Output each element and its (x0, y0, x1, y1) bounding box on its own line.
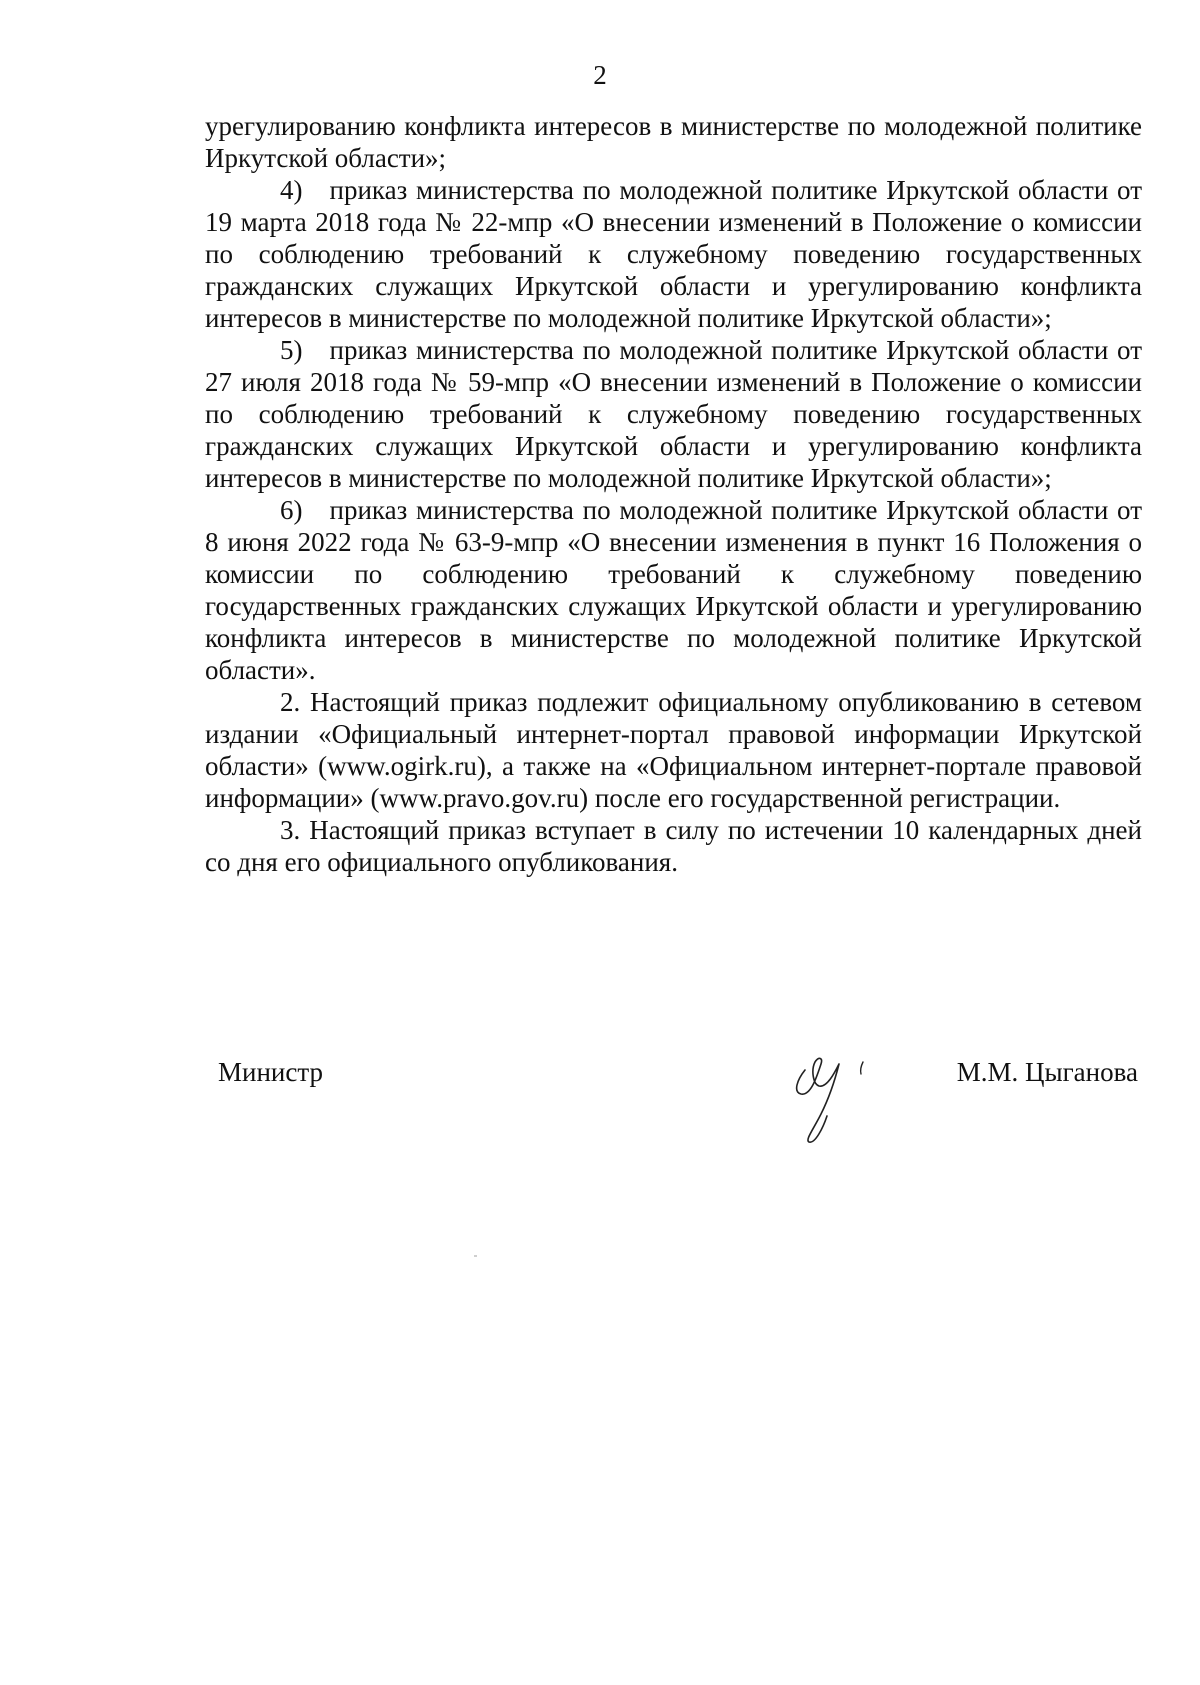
handwritten-signature-icon (783, 1040, 893, 1150)
list-item-5: 5) приказ министерства по молодежной политике Иркутской области от 27 июля 2018 года № 59-мпр «О внесении изменений в Положение о комиссии по соблюдению требований к служебному поведению государственных гражданских служащих Иркутской области и урегулированию конфликта интересов в министерстве по молодежной политике Иркутской области»; (205, 335, 1142, 493)
list-item-4: 4) приказ министерства по молодежной политике Иркутской области от 19 марта 2018 года № 22-мпр «О внесении изменений в Положение о комиссии по соблюдению требований к служебному поведению государственных гражданских служащих Иркутской области и урегулированию конфликта интересов в министерстве по молодежной политике Иркутской области»; (205, 175, 1142, 333)
clause-2: 2. Настоящий приказ подлежит официальному опубликованию в сетевом издании «Официальный интернет-портал правовой информации Иркутской области» (www.ogirk.ru), а также на «Официальном интернет-портале правовой информации» (www.pravo.gov.ru) после его государственной регистрации. (205, 687, 1142, 813)
page-number: 2 (593, 60, 607, 90)
list-item-6: 6) приказ министерства по молодежной политике Иркутской области от 8 июня 2022 года № 63-9-мпр «О внесении изменения в пункт 16 Положения о комиссии по соблюдению требований к служебному поведению государственных гражданских служащих Иркутской области и урегулированию конфликта интересов в министерстве по молодежной политике Иркутской области». (205, 495, 1142, 685)
document-body (205, 110, 1142, 878)
signature-block (218, 1040, 1138, 1150)
signatory-name: М.М. Цыганова (956, 1057, 1138, 1087)
scan-speck (474, 1255, 477, 1257)
clause-3: 3. Настоящий приказ вступает в силу по истечении 10 календарных дней со дня его официального опубликования. (205, 815, 1142, 877)
paragraph-continuation: урегулированию конфликта интересов в министерстве по молодежной политике Иркутской области»; (205, 111, 1142, 173)
signatory-title: Министр (218, 1057, 323, 1087)
